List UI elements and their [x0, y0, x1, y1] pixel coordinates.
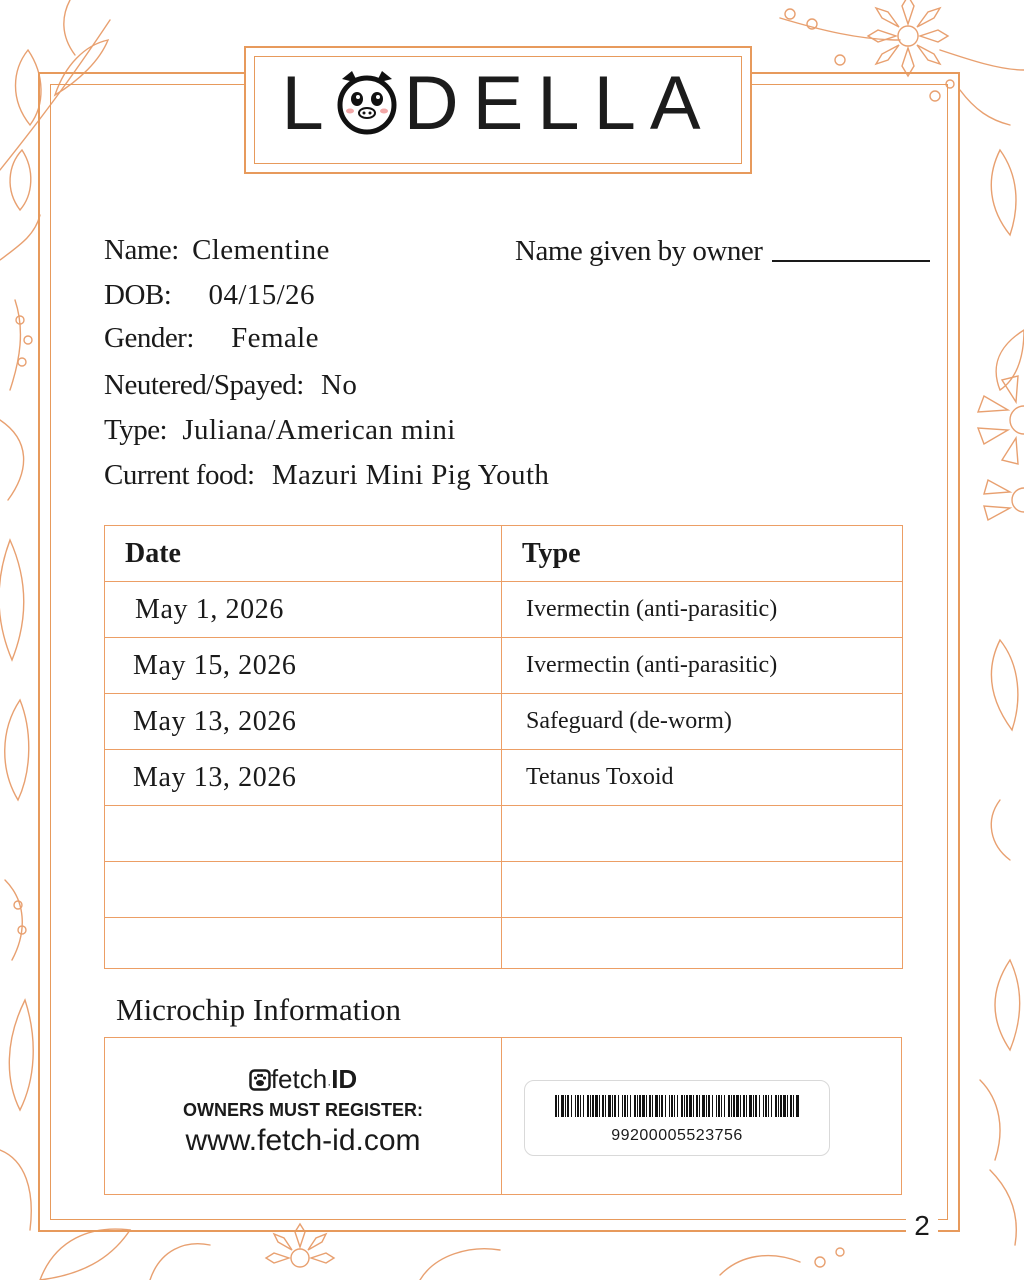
date-cell: May 1, 2026 [105, 582, 502, 638]
neutered-field [104, 369, 357, 402]
date-cell [105, 862, 502, 918]
date-column-header: Date [105, 526, 502, 582]
food-value: Mazuri Mini Pig Youth [271, 459, 550, 491]
table-row [105, 918, 903, 969]
registration-url-link[interactable]: www.fetch-id.com [185, 1124, 421, 1157]
type-label: Type: [104, 414, 168, 446]
microchip-section-title: Microchip Information [116, 992, 401, 1027]
type-cell [502, 918, 903, 969]
fetch-id-logo-suffix: ID [331, 1064, 358, 1094]
fetch-id-logo: fetch·ID [105, 1064, 501, 1095]
treatment-log-table [104, 525, 903, 969]
date-cell [105, 806, 502, 862]
register-notice: OWNERS MUST REGISTER: [182, 1100, 423, 1120]
date-cell: May 13, 2026 [105, 750, 502, 806]
type-field [104, 414, 456, 447]
food-field [104, 459, 549, 492]
microchip-number: 99200005523756 [611, 1127, 743, 1144]
table-header-row [105, 526, 903, 582]
food-label: Current food: [104, 459, 255, 491]
owner-name-field [515, 235, 930, 268]
type-cell: Safeguard (de-worm) [502, 694, 903, 750]
table-row [105, 750, 903, 806]
microchip-barcode-card [524, 1080, 830, 1156]
table-row [105, 694, 903, 750]
table-row [105, 638, 903, 694]
type-cell: Ivermectin (anti-parasitic) [502, 638, 903, 694]
type-column-header: Type [502, 526, 903, 582]
name-label: Name: [104, 234, 179, 266]
owner-name-label: Name given by owner [515, 235, 763, 267]
date-cell [105, 918, 502, 969]
fetch-id-logo-prefix: fetch [270, 1064, 328, 1094]
gender-field [104, 322, 319, 355]
table-row [105, 862, 903, 918]
owner-name-blank-line [772, 260, 930, 262]
dob-field [104, 279, 315, 312]
barcode-icon [555, 1095, 799, 1117]
dob-value: 04/15/26 [208, 279, 315, 311]
table-row [105, 806, 903, 862]
brand-name-prefix: L [281, 61, 338, 146]
brand-name-suffix: DELLA [403, 61, 715, 146]
neutered-value: No [321, 369, 358, 401]
pig-face-icon [336, 69, 398, 135]
name-field [104, 234, 330, 267]
type-value: Juliana/American mini [182, 414, 456, 446]
type-cell: Tetanus Toxoid [502, 750, 903, 806]
gender-label: Gender: [104, 322, 194, 354]
table-row [105, 582, 903, 638]
type-cell: Ivermectin (anti-parasitic) [502, 582, 903, 638]
date-cell: May 13, 2026 [105, 694, 502, 750]
gender-value: Female [231, 322, 319, 354]
paw-icon [249, 1069, 271, 1091]
logo-banner [244, 46, 752, 174]
page-number: 2 [906, 1210, 938, 1242]
neutered-label: Neutered/Spayed: [104, 369, 304, 401]
microchip-info-box [104, 1037, 902, 1195]
type-cell [502, 806, 903, 862]
type-cell [502, 862, 903, 918]
date-cell: May 15, 2026 [105, 638, 502, 694]
name-value: Clementine [192, 234, 330, 266]
dob-label: DOB: [104, 279, 172, 311]
brand-logo [246, 61, 750, 146]
